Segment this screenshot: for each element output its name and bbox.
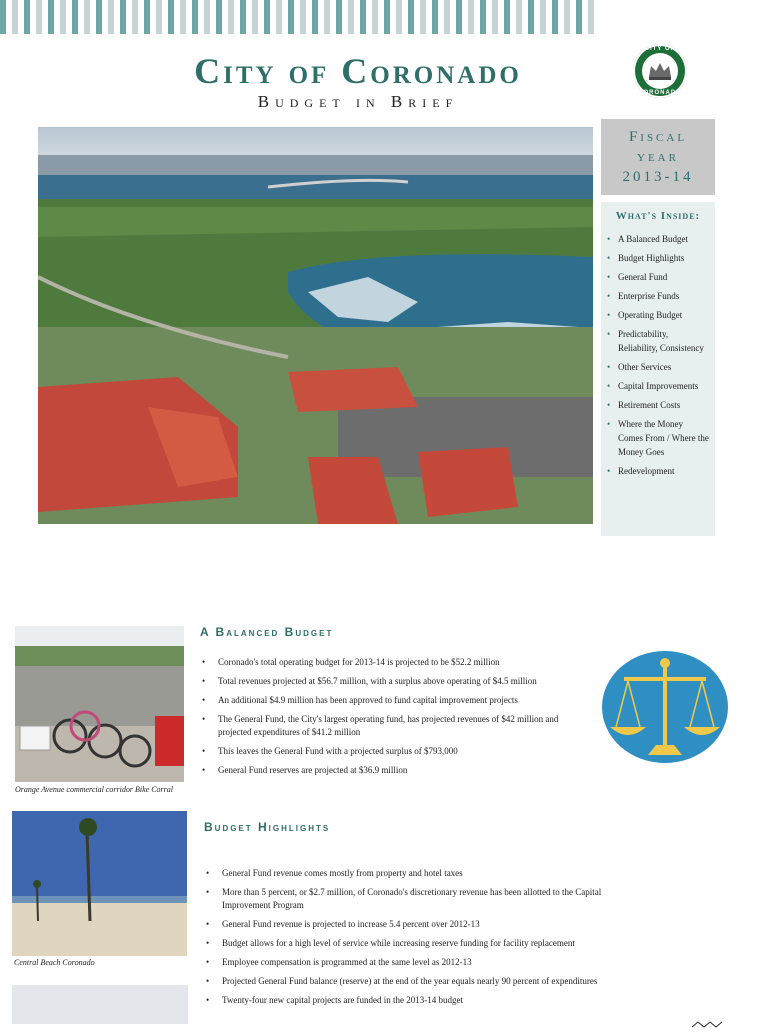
footer-mark xyxy=(690,1016,724,1024)
stripe xyxy=(60,0,66,34)
seal-text-bottom: CORONADO xyxy=(638,90,682,96)
stripe xyxy=(228,0,234,34)
list-item: • Budget Highlights xyxy=(607,251,709,265)
page-title: City of Coronado xyxy=(194,51,522,91)
stripe xyxy=(588,0,594,34)
stripe xyxy=(156,0,162,34)
stripe xyxy=(312,0,318,34)
bottom-photo xyxy=(12,985,188,1024)
stripe xyxy=(408,0,414,34)
whats-inside-panel xyxy=(601,202,715,536)
stripe xyxy=(204,0,210,34)
stripe xyxy=(552,0,558,34)
stripe xyxy=(348,0,354,34)
fiscal-year-box xyxy=(601,119,715,195)
stripe xyxy=(396,0,402,34)
stripe xyxy=(420,0,426,34)
hero-aerial-photo xyxy=(38,127,593,524)
stripe xyxy=(492,0,498,34)
list-item: • A Balanced Budget xyxy=(607,232,709,246)
list-item: • More than 5 percent, or $2.7 million, of Coronado's discretionary revenue has been allotted to the Capital Improvement Program xyxy=(204,886,636,912)
bike-corral-photo xyxy=(15,626,184,782)
list-item: • General Fund revenue comes mostly from property and hotel taxes xyxy=(204,867,636,880)
stripe xyxy=(0,0,6,34)
list-item: • General Fund revenue is projected to increase 5.4 percent over 2012-13 xyxy=(204,918,636,931)
stripe xyxy=(96,0,102,34)
stripe xyxy=(288,0,294,34)
stripe xyxy=(180,0,186,34)
stripe xyxy=(564,0,570,34)
stripe xyxy=(516,0,522,34)
list-item: • Projected General Fund balance (reserve) at the end of the year equals nearly 90 percent of expenditures xyxy=(204,975,636,988)
list-item: • The General Fund, the City's largest operating fund, has projected revenues of $42 million and projected expenditures of $41.2 million xyxy=(200,713,585,739)
fiscal-line-2: year xyxy=(637,149,679,165)
stripe xyxy=(360,0,366,34)
list-item: • Coronado's total operating budget for 2013-14 is projected to be $52.2 million xyxy=(200,656,585,669)
stripe xyxy=(528,0,534,34)
list-item: • Capital Improvements xyxy=(607,379,709,393)
bike-photo-caption: Orange Avenue commercial corridor Bike Corral xyxy=(15,785,173,794)
stripe xyxy=(36,0,42,34)
list-item: • Total revenues projected at $56.7 million, with a surplus above operating of $4.5 million xyxy=(200,675,585,688)
stripe xyxy=(48,0,54,34)
stripe xyxy=(168,0,174,34)
scale-icon xyxy=(602,651,728,763)
list-item: • Retirement Costs xyxy=(607,398,709,412)
list-item: • General Fund reserves are projected at $36.9 million xyxy=(200,764,585,777)
list-item: • Enterprise Funds xyxy=(607,289,709,303)
stripe xyxy=(72,0,78,34)
stripe xyxy=(84,0,90,34)
list-item: • Twenty-four new capital projects are funded in the 2013-14 budget xyxy=(204,994,636,1007)
list-item: • Redevelopment xyxy=(607,464,709,478)
stripe xyxy=(264,0,270,34)
page-subtitle: Budget in Brief xyxy=(257,92,459,111)
stripe xyxy=(132,0,138,34)
header-stripe-band xyxy=(0,0,604,34)
budget-highlights-title: Budget Highlights xyxy=(204,820,331,834)
seal-text-top: CITY OF xyxy=(644,46,676,52)
stripe xyxy=(240,0,246,34)
stripe xyxy=(276,0,282,34)
stripe xyxy=(144,0,150,34)
stripe xyxy=(192,0,198,34)
stripe xyxy=(372,0,378,34)
crown-icon xyxy=(642,53,678,89)
stripe xyxy=(324,0,330,34)
stripe xyxy=(432,0,438,34)
stripe xyxy=(504,0,510,34)
beach-photo xyxy=(12,811,187,956)
stripe xyxy=(12,0,18,34)
whats-inside-heading: What's Inside: xyxy=(615,210,701,222)
list-item: • Other Services xyxy=(607,360,709,374)
list-item: • Budget allows for a high level of service while increasing reserve funding for facility replacement xyxy=(204,937,636,950)
stripe xyxy=(480,0,486,34)
list-item: • Operating Budget xyxy=(607,308,709,322)
stripe xyxy=(300,0,306,34)
beach-photo-caption: Central Beach Coronado xyxy=(14,958,95,967)
stripe xyxy=(216,0,222,34)
list-item: • General Fund xyxy=(607,270,709,284)
stripe xyxy=(252,0,258,34)
stripe xyxy=(384,0,390,34)
city-seal-logo xyxy=(633,44,687,98)
fiscal-line-3: 2013-14 xyxy=(622,169,694,185)
stripe xyxy=(120,0,126,34)
list-item: • This leaves the General Fund with a projected surplus of $793,000 xyxy=(200,745,585,758)
stripe xyxy=(540,0,546,34)
list-item: • Where the Money Comes From / Where the Money Goes xyxy=(607,417,709,459)
stripe xyxy=(468,0,474,34)
stripe xyxy=(456,0,462,34)
list-item: • An additional $4.9 million has been approved to fund capital improvement projects xyxy=(200,694,585,707)
stripe xyxy=(24,0,30,34)
budget-highlights-list xyxy=(204,867,636,1013)
stripe xyxy=(444,0,450,34)
whats-inside-list xyxy=(607,232,709,478)
balanced-budget-list xyxy=(200,656,585,783)
stripe xyxy=(108,0,114,34)
balanced-budget-title: A Balanced Budget xyxy=(200,625,334,639)
list-item: • Employee compensation is programmed at the same level as 2012-13 xyxy=(204,956,636,969)
stripe xyxy=(576,0,582,34)
stripe xyxy=(336,0,342,34)
list-item: • Predictability, Reliability, Consistency xyxy=(607,327,709,355)
fiscal-line-1: Fiscal xyxy=(628,129,688,145)
